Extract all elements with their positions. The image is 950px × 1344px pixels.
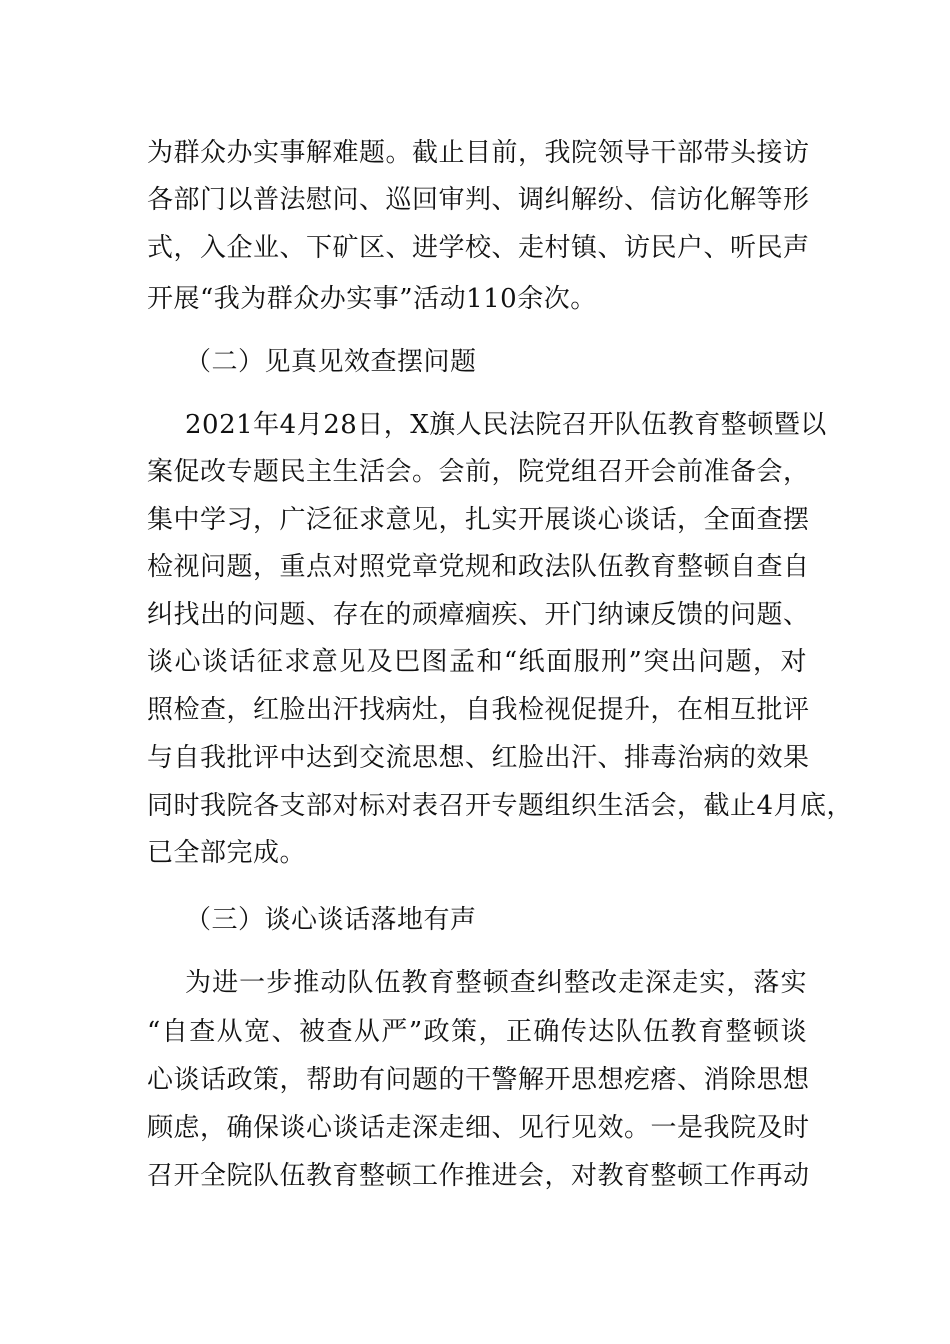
paragraph-line: 顾虑，确保谈心谈话走深走细、见行见效。一是我院及时 — [147, 1113, 810, 1143]
paragraph-line: 各部门以普法慰问、巡回审判、调纠解纷、信访化解等形 — [147, 185, 810, 215]
paragraph-line: 谈心谈话征求意见及巴图孟和“纸面服刑”突出问题，对 — [147, 647, 807, 677]
paragraph-line: 检视问题，重点对照党章党规和政法队伍教育整顿自查自 — [147, 552, 810, 582]
paragraph-line: 照检查，红脸出汗找病灶，自我检视促提升，在相互批评 — [147, 695, 810, 725]
paragraph-line: 同时我院各支部对标对表召开专题组织生活会，截止4月底， — [147, 791, 854, 821]
paragraph-line: 式，入企业、下矿区、进学校、走村镇、访民户、听民声 — [147, 233, 810, 263]
paragraph-line: 与自我批评中达到交流思想、红脸出汗、排毒治病的效果 — [147, 743, 810, 773]
section-heading: （三）谈心谈话落地有声 — [185, 905, 477, 935]
paragraph-line: 2021年4月28日，X旗人民法院召开队伍教育整顿暨以 — [185, 410, 827, 440]
paragraph-line: 案促改专题民主生活会。会前，院党组召开会前准备会， — [147, 457, 810, 487]
paragraph-line: 召开全院队伍教育整顿工作推进会，对教育整顿工作再动 — [147, 1161, 810, 1191]
paragraph-line: 纠找出的问题、存在的顽瘴痼疾、开门纳谏反馈的问题、 — [147, 600, 810, 630]
paragraph-line: 已全部完成。 — [147, 838, 307, 868]
paragraph-line: 开展“我为群众办实事”活动110余次。 — [147, 284, 597, 314]
paragraph-line: “自查从宽、被查从严”政策，正确传达队伍教育整顿谈 — [147, 1017, 807, 1047]
paragraph-line: 为进一步推动队伍教育整顿查纠整改走深走实，落实 — [185, 968, 807, 998]
paragraph-line: 为群众办实事解难题。截止目前，我院领导干部带头接访 — [147, 138, 810, 168]
section-heading: （二）见真见效查摆问题 — [185, 347, 477, 377]
paragraph-line: 心谈话政策，帮助有问题的干警解开思想疙瘩、消除思想 — [147, 1065, 810, 1095]
paragraph-line: 集中学习，广泛征求意见，扎实开展谈心谈话，全面查摆 — [147, 505, 810, 535]
